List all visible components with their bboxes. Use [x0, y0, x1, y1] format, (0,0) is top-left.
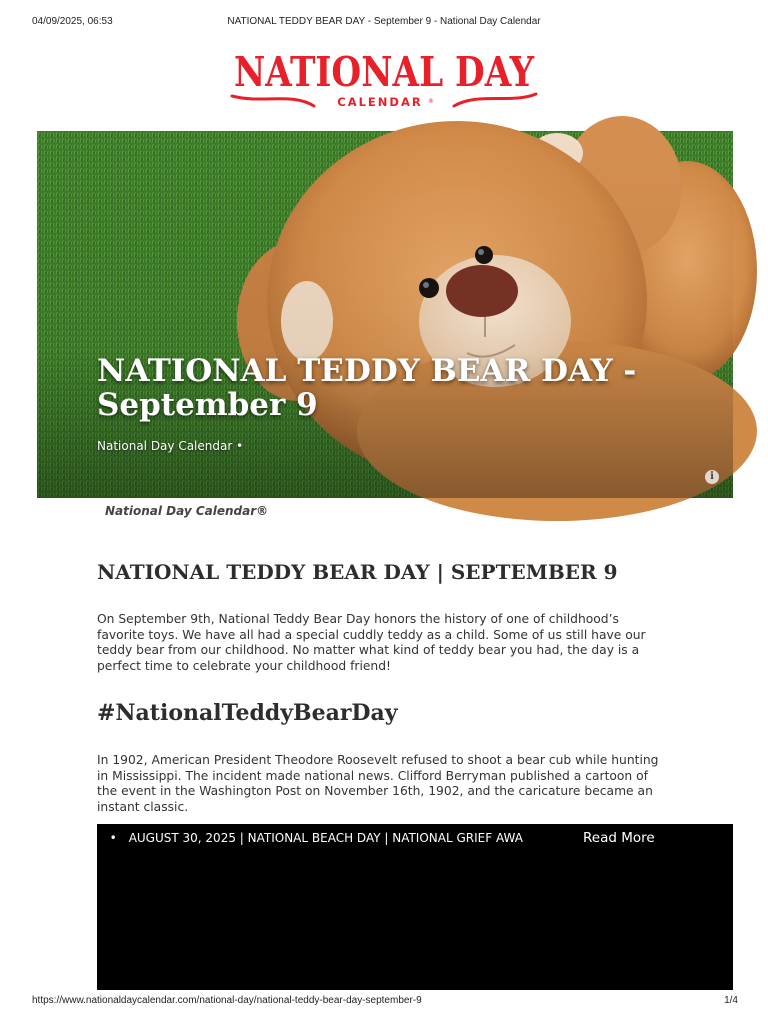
read-more-link[interactable]: Read More — [583, 830, 655, 846]
hashtag-heading: #NationalTeddyBearDay — [97, 700, 398, 726]
logo-subtitle: CALENDAR — [337, 95, 423, 109]
article-history-paragraph: In 1902, American President Theodore Roosevelt refused to shoot a bear cub while hunting in Mississippi. The incident made national news. Clifford Berryman published a cartoon of the event in the Washington Post on November 16th, 1902, and the caricature became an instant classic. — [97, 753, 659, 814]
news-ticker[interactable] — [79, 831, 575, 847]
ticker-bullet: • — [109, 831, 117, 845]
hero-title: NATIONAL TEDDY BEAR DAY - September 9 — [97, 353, 637, 423]
hero-byline-link[interactable]: National Day Calendar • — [97, 439, 244, 453]
print-datetime: 04/09/2025, 06:53 — [32, 16, 113, 27]
print-page-title: NATIONAL TEDDY BEAR DAY - September 9 - National Day Calendar — [227, 16, 541, 27]
logo-graphic — [222, 40, 546, 118]
print-header — [0, 16, 768, 30]
article-heading: NATIONAL TEDDY BEAR DAY | SEPTEMBER 9 — [97, 560, 618, 584]
info-icon[interactable]: i — [705, 470, 719, 484]
image-credit: National Day Calendar® — [105, 504, 269, 518]
article-intro-paragraph: On September 9th, National Teddy Bear Day honors the history of one of childhood’s favorite toys. We have all had a special cuddly teddy as a child. Some of us still have our teddy bear from our childhood. No matter what kind of teddy bear you had, the day is a perfect time to celebrate your childhood friend! — [97, 612, 646, 673]
logo-trademark: ® — [428, 98, 434, 105]
site-logo[interactable] — [222, 40, 546, 118]
print-footer — [0, 995, 768, 1009]
print-page-number: 1/4 — [724, 995, 738, 1006]
ad-banner — [79, 824, 733, 990]
ticker-item[interactable]: AUGUST 30, 2025 | NATIONAL BEACH DAY | NATIONAL GRIEF AWA — [128, 831, 523, 845]
print-url: https://www.nationaldaycalendar.com/national-day/national-teddy-bear-day-september-9 — [32, 995, 422, 1006]
logo-wordmark: NATIONAL DAY — [234, 48, 535, 96]
ticker-prefix: AY — [79, 831, 94, 845]
hero-banner — [37, 131, 733, 498]
